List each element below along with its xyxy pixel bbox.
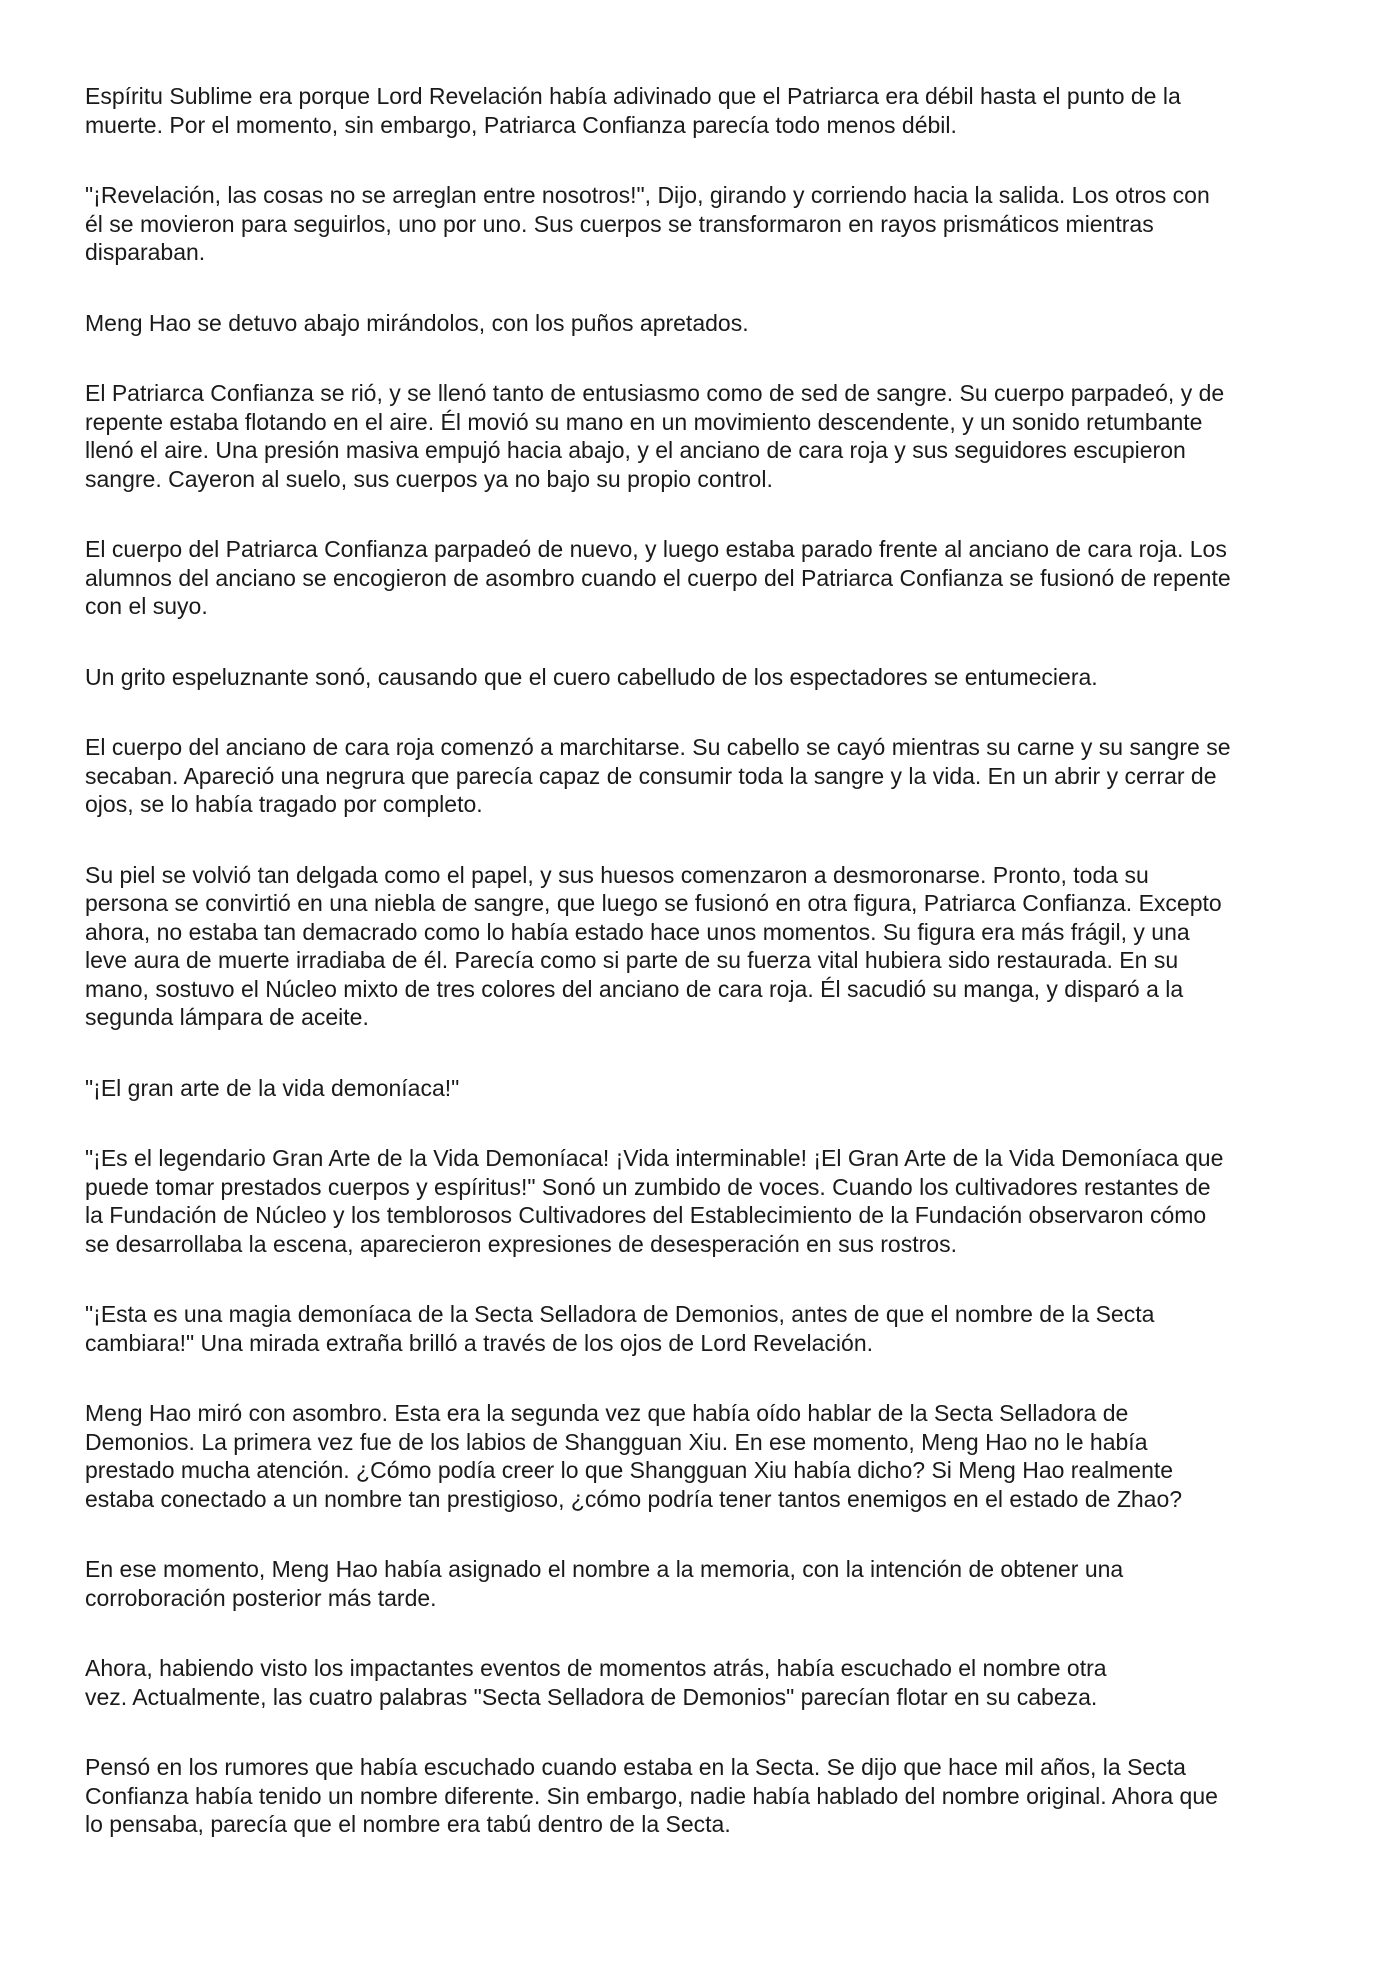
paragraph-14: Ahora, habiendo visto los impactantes eventos de momentos atrás, había escuchado el nombre otra vez. Actualmente, las cuatro palabras "Secta Selladora de Demonios" parecían flotar en su cabeza. <box>85 1655 1107 1710</box>
paragraph-8: Su piel se volvió tan delgada como el papel, y sus huesos comenzaron a desmoronarse. Pronto, toda su persona se convirtió en una niebla de sangre, que luego se fusionó en otra figura, Patriarca Confianza. Excepto ahora, no estaba tan demacrado como lo había estado hace unos momentos. Su figura era más frágil, y una leve aura de muerte irradiaba de él. Parecía como si parte de su fuerza vital hubiera sido restaurada. En su mano, sostuvo el Núcleo mixto de tres colores del anciano de cara roja. Él sacudió su manga, y disparó a la segunda lámpara de aceite. <box>85 861 1222 1030</box>
paragraph-4: El Patriarca Confianza se rió, y se llenó tanto de entusiasmo como de sed de sangre. Su cuerpo parpadeó, y de repente estaba flotando en el aire. Él movió su mano en un movimiento descendente, y un sonido retumbante llenó el aire. Una presión masiva empujó hacia abajo, y el anciano de cara roja y sus seguidores escupieron sangre. Cayeron al suelo, sus cuerpos ya no bajo su propio control. <box>85 380 1225 492</box>
paragraph-11: "¡Esta es una magia demoníaca de la Secta Selladora de Demonios, antes de que el nombre de la Secta cambiara!" Una mirada extraña brilló a través de los ojos de Lord Revelación. <box>85 1301 1155 1356</box>
paragraph-2: "¡Revelación, las cosas no se arreglan entre nosotros!", Dijo, girando y corriendo hacia la salida. Los otros con él se movieron para seguirlos, uno por uno. Sus cuerpos se transformaron en rayos prismáticos mientras disparaban. <box>85 182 1210 265</box>
paragraph-1: Espíritu Sublime era porque Lord Revelación había adivinado que el Patriarca era débil hasta el punto de la muerte. Por el momento, sin embargo, Patriarca Confianza parecía todo menos débil. <box>85 83 1181 138</box>
paragraph-5: El cuerpo del Patriarca Confianza parpadeó de nuevo, y luego estaba parado frente al anciano de cara roja. Los alumnos del anciano se encogieron de asombro cuando el cuerpo del Patriarca Confianza se fusionó de repente con el suyo. <box>85 536 1231 619</box>
paragraph-6: Un grito espeluznante sonó, causando que el cuero cabelludo de los espectadores se entumeciera. <box>85 663 1098 690</box>
paragraph-9: "¡El gran arte de la vida demoníaca!" <box>85 1074 460 1101</box>
paragraph-15: Pensó en los rumores que había escuchado cuando estaba en la Secta. Se dijo que hace mil años, la Secta Confianza había tenido un nombre diferente. Sin embargo, nadie había hablado del nombre original. Ahora que lo pensaba, parecía que el nombre era tabú dentro de la Secta. <box>85 1754 1218 1837</box>
paragraph-7: El cuerpo del anciano de cara roja comenzó a marchitarse. Su cabello se cayó mientras su carne y su sangre se secaban. Apareció una negrura que parecía capaz de consumir toda la sangre y la vida. En un abrir y cerrar de ojos, se lo había tragado por completo. <box>85 734 1231 817</box>
document-page <box>85 82 1325 1881</box>
paragraph-13: En ese momento, Meng Hao había asignado el nombre a la memoria, con la intención de obtener una corroboración posterior más tarde. <box>85 1556 1124 1611</box>
paragraph-10: "¡Es el legendario Gran Arte de la Vida Demoníaca! ¡Vida interminable! ¡El Gran Arte de la Vida Demoníaca que puede tomar prestados cuerpos y espíritus!" Sonó un zumbido de voces. Cuando los cultivadores restantes de la Fundación de Núcleo y los temblorosos Cultivadores del Establecimiento de la Fundación observaron cómo se desarrollaba la escena, aparecieron expresiones de desesperación en sus rostros. <box>85 1145 1224 1257</box>
paragraph-3: Meng Hao se detuvo abajo mirándolos, con los puños apretados. <box>85 309 749 336</box>
paragraph-12: Meng Hao miró con asombro. Esta era la segunda vez que había oído hablar de la Secta Selladora de Demonios. La primera vez fue de los labios de Shangguan Xiu. En ese momento, Meng Hao no le había prestado mucha atención. ¿Cómo podía creer lo que Shangguan Xiu había dicho? Si Meng Hao realmente estaba conectado a un nombre tan prestigioso, ¿cómo podría tener tantos enemigos en el estado de Zhao? <box>85 1400 1183 1512</box>
